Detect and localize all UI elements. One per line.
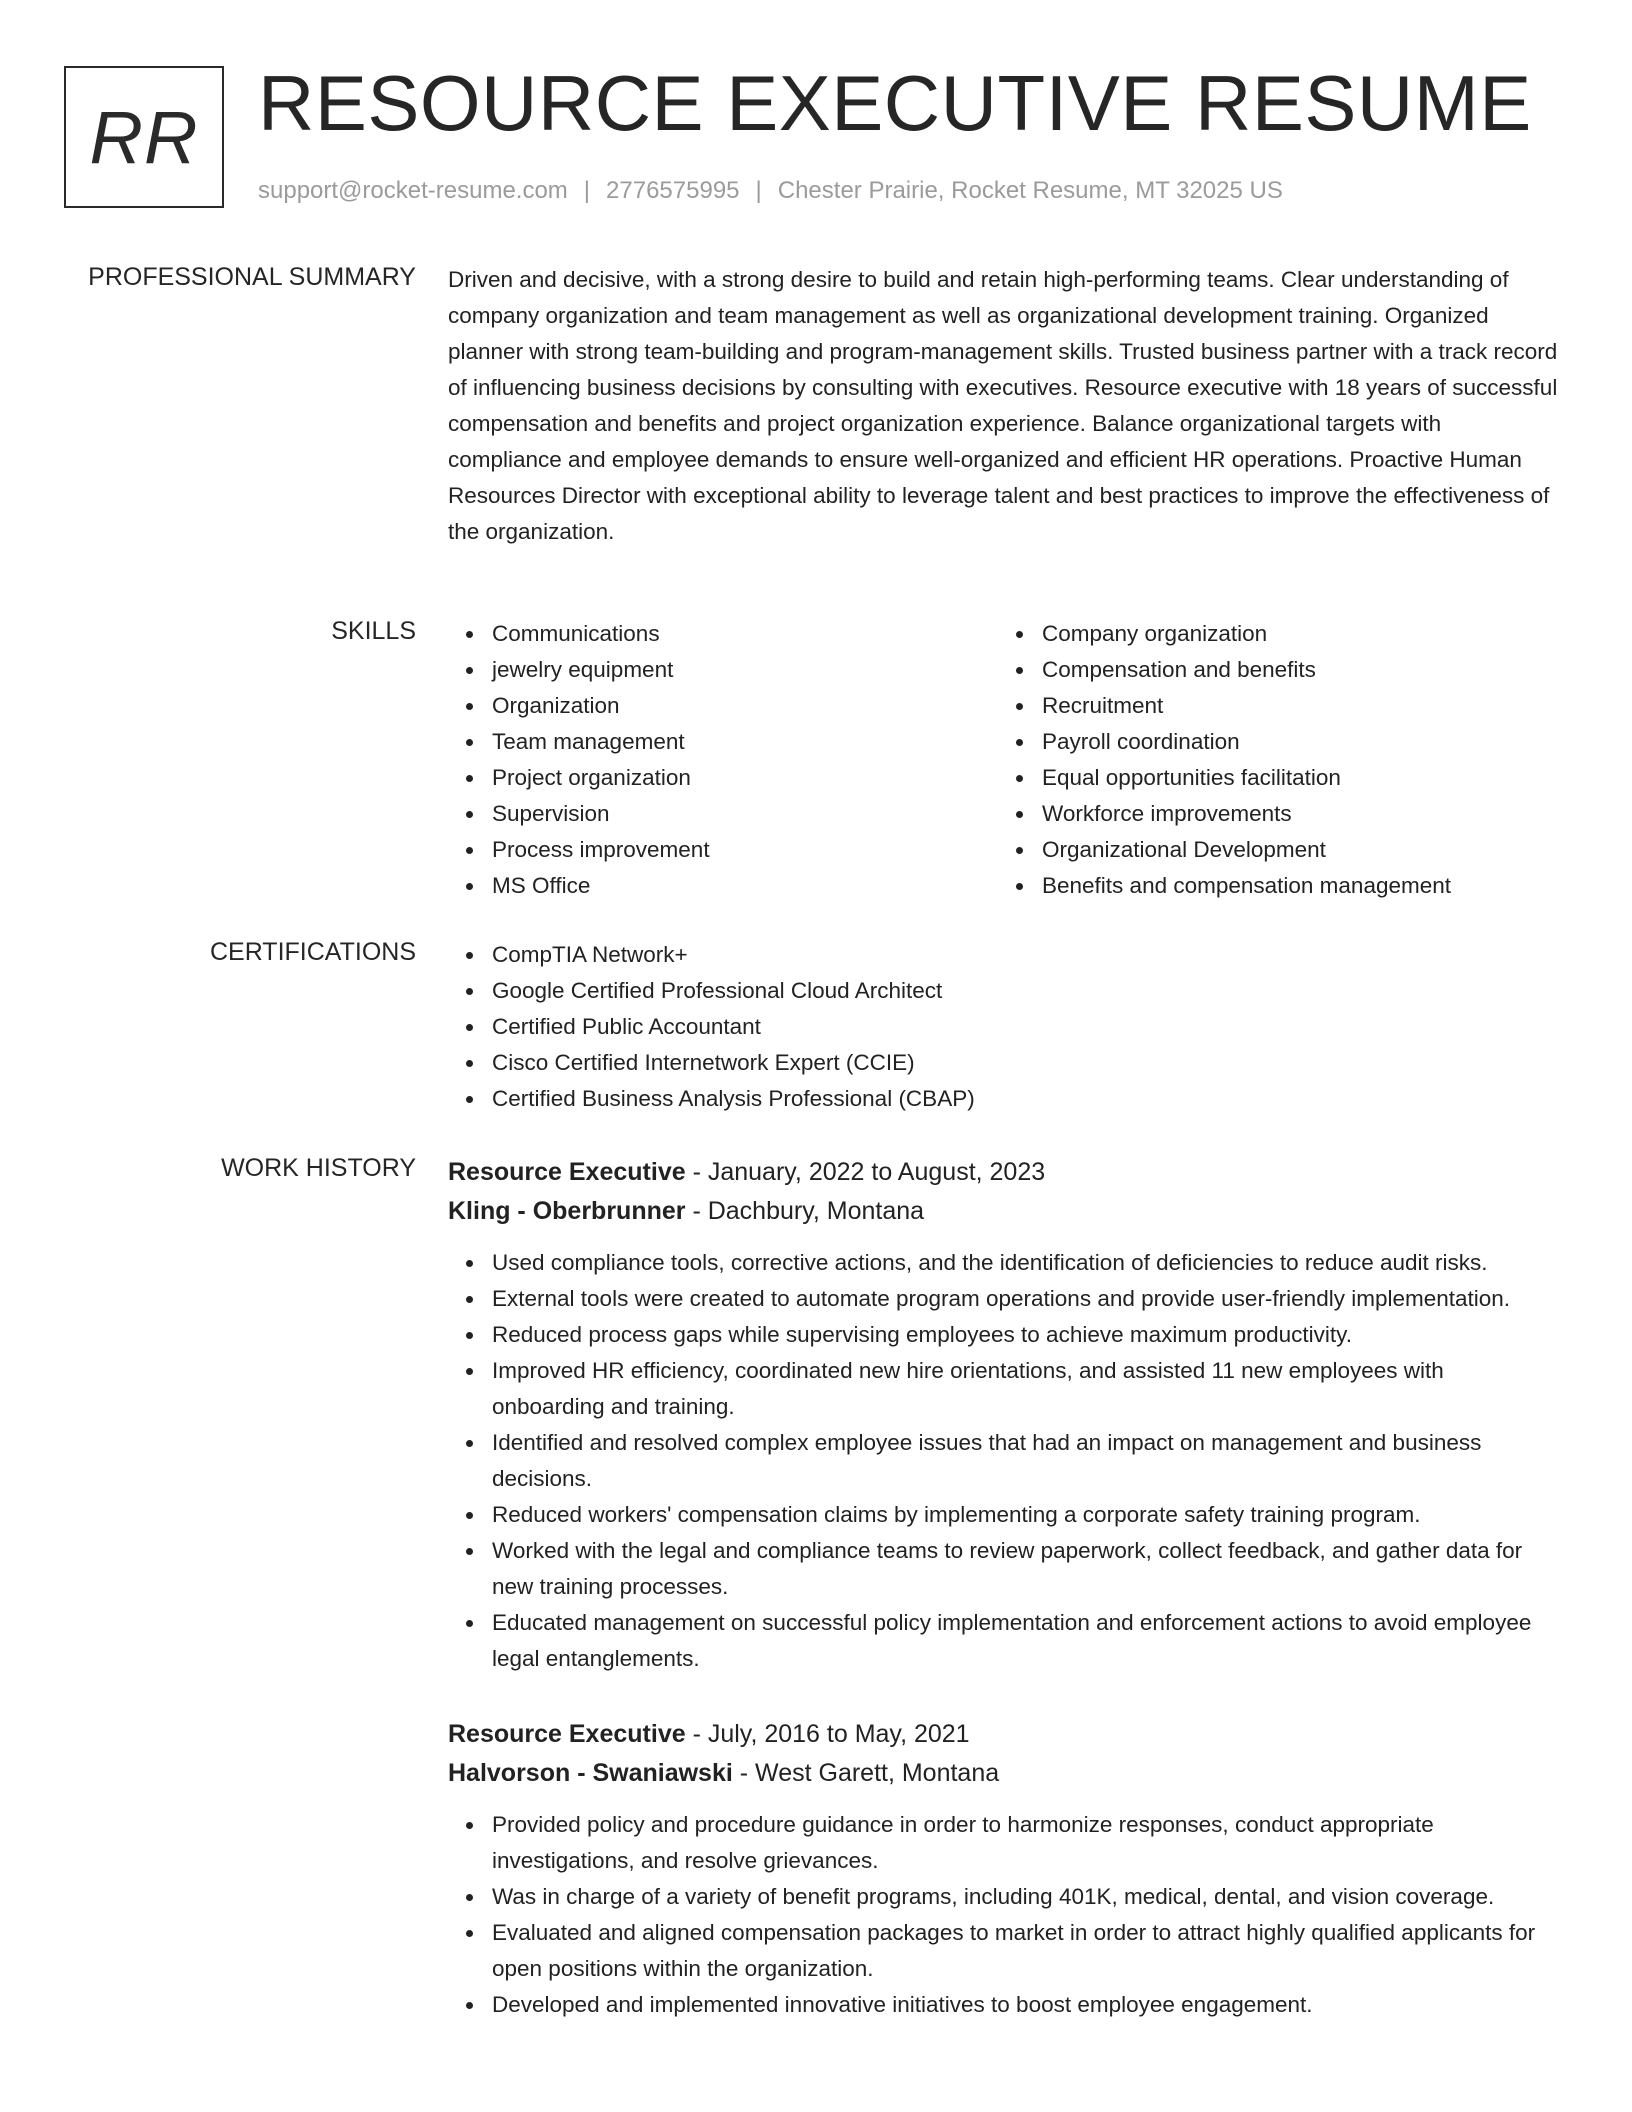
list-item: Communications	[492, 616, 998, 652]
job-dates: - July, 2016 to May, 2021	[692, 1720, 970, 1748]
summary-heading: PROFESSIONAL SUMMARY	[88, 263, 416, 291]
job-company-line	[448, 1192, 1558, 1231]
work-history-body	[448, 1153, 1558, 2023]
skills-column-right	[998, 616, 1548, 904]
list-item: MS Office	[492, 868, 998, 904]
contact-phone[interactable]: 2776575995	[606, 177, 740, 204]
list-item: Evaluated and aligned compensation packages to market in order to attract highly qualified applicants for open positions within the organization.	[492, 1915, 1558, 1987]
job-title-line	[448, 1715, 1558, 1754]
job-company: Halvorson - Swaniawski	[448, 1759, 733, 1787]
job-location: - West Garett, Montana	[739, 1759, 1000, 1787]
job-entry	[448, 1715, 1558, 2023]
list-item: Project organization	[492, 760, 998, 796]
list-item: Improved HR efficiency, coordinated new hire orientations, and assisted 11 new employees with onboarding and training.	[492, 1353, 1558, 1425]
list-item: Cisco Certified Internetwork Expert (CCIE)	[492, 1045, 1558, 1081]
list-item: Company organization	[1042, 616, 1548, 652]
list-item: CompTIA Network+	[492, 937, 1558, 973]
list-item: Certified Business Analysis Professional (CBAP)	[492, 1081, 1558, 1117]
contact-line	[258, 176, 1283, 206]
certifications-heading: CERTIFICATIONS	[209, 938, 416, 966]
summary-text: Driven and decisive, with a strong desire to build and retain high-performing teams. Clear understanding of company organization and team management as well as organizational development training. Organized planner with strong team-building and program-management skills. Trusted business partner with a track record of influencing business decisions by consulting with executives. Resource executive with 18 years of successful compensation and benefits and project organization experience. Balance organizational targets with compliance and employee demands to ensure well-organized and efficient HR operations. Proactive Human Resources Director with exceptional ability to leverage talent and best practices to improve the effectiveness of the organization.	[448, 267, 1558, 544]
list-item: Process improvement	[492, 832, 998, 868]
job-title: Resource Executive	[448, 1720, 686, 1748]
skills-list-right	[998, 616, 1548, 904]
contact-separator: |	[755, 177, 762, 204]
skills-body	[448, 616, 1558, 904]
skills-heading: SKILLS	[331, 617, 416, 645]
certifications-body	[448, 937, 1558, 1117]
list-item: Compensation and benefits	[1042, 652, 1548, 688]
job-company-line	[448, 1754, 1558, 1793]
list-item: Worked with the legal and compliance teams to review paperwork, collect feedback, and gather data for new training processes.	[492, 1533, 1558, 1605]
list-item: Reduced process gaps while supervising employees to achieve maximum productivity.	[492, 1317, 1558, 1353]
job-bullets	[448, 1807, 1558, 2023]
certifications-list	[448, 937, 1558, 1117]
skills-column-left	[448, 616, 998, 904]
list-item: Educated management on successful policy implementation and enforcement actions to avoid employee legal entanglements.	[492, 1605, 1558, 1677]
list-item: Used compliance tools, corrective actions, and the identification of deficiencies to reduce audit risks.	[492, 1245, 1558, 1281]
job-company: Kling - Oberbrunner	[448, 1197, 686, 1225]
list-item: Recruitment	[1042, 688, 1548, 724]
list-item: Developed and implemented innovative initiatives to boost employee engagement.	[492, 1987, 1558, 2023]
list-item: jewelry equipment	[492, 652, 998, 688]
job-title: Resource Executive	[448, 1158, 686, 1186]
list-item: Provided policy and procedure guidance in order to harmonize responses, conduct appropriate investigations, and resolve grievances.	[492, 1807, 1558, 1879]
resume-title: RESOURCE EXECUTIVE RESUME	[258, 59, 1532, 147]
list-item: Equal opportunities facilitation	[1042, 760, 1548, 796]
list-item: Organizational Development	[1042, 832, 1548, 868]
contact-address: Chester Prairie, Rocket Resume, MT 32025 US	[777, 177, 1283, 204]
list-item: External tools were created to automate program operations and provide user-friendly implementation.	[492, 1281, 1558, 1317]
list-item: Payroll coordination	[1042, 724, 1548, 760]
job-title-line	[448, 1153, 1558, 1192]
list-item: Supervision	[492, 796, 998, 832]
monogram-logo: RR	[64, 66, 224, 208]
job-bullets	[448, 1245, 1558, 1677]
list-item: Reduced workers' compensation claims by implementing a corporate safety training program.	[492, 1497, 1558, 1533]
skills-list-left	[448, 616, 998, 904]
job-location: - Dachbury, Montana	[692, 1197, 925, 1225]
list-item: Google Certified Professional Cloud Architect	[492, 973, 1558, 1009]
list-item: Benefits and compensation management	[1042, 868, 1548, 904]
list-item: Identified and resolved complex employee issues that had an impact on management and business decisions.	[492, 1425, 1558, 1497]
list-item: Organization	[492, 688, 998, 724]
list-item: Was in charge of a variety of benefit programs, including 401K, medical, dental, and vision coverage.	[492, 1879, 1558, 1915]
work-history-heading: WORK HISTORY	[221, 1154, 416, 1182]
job-entry	[448, 1153, 1558, 1677]
contact-email[interactable]: support@rocket-resume.com	[258, 177, 568, 204]
list-item: Workforce improvements	[1042, 796, 1548, 832]
list-item: Team management	[492, 724, 998, 760]
job-dates: - January, 2022 to August, 2023	[692, 1158, 1046, 1186]
summary-body	[448, 262, 1558, 550]
contact-separator: |	[583, 177, 591, 204]
list-item: Certified Public Accountant	[492, 1009, 1558, 1045]
